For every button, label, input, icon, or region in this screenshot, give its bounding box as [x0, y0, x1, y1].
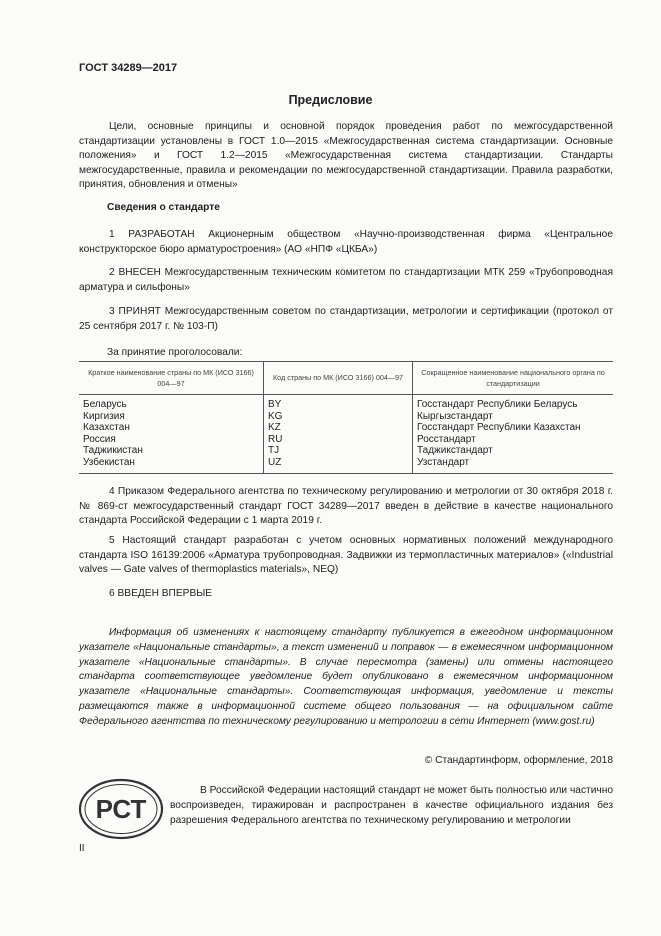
country-name: Таджикистан — [83, 445, 143, 457]
rst-certification-mark-icon — [78, 778, 164, 840]
country-code: TJ — [264, 445, 413, 457]
voting-table — [79, 361, 613, 474]
info-notice: Информация об изменениях к настоящему стандарту публикуется в ежегодном информационном указателе «Национальные стандарты», а текст изменений и поправок — в ежемесячном информационном указателе «Национальные стандарты». В случае пересмотра (замены) или отмены настоящего стандарта соответствующее уведомление будет опубликовано в ежемесячном информационном указателе «Национальные стандарты». Соответствующая информация, уведомление и тексты размещаются также в информационной системе общего пользования — на официальном сайте Федерального агентства по техническому регулированию и метрологии в сети Интернет (www.gost.ru) — [79, 627, 613, 727]
reproduction-notice: В Российской Федерации настоящий стандарт не может быть полностью или частично воспроизведен, тиражирован и распространен в качестве официального издания без разрешения Федерального агентства по техническому регулированию и метрологии — [170, 785, 613, 826]
country-code: UZ — [264, 457, 413, 473]
table-row — [79, 411, 613, 423]
country-name: Узбекистан — [79, 457, 264, 473]
header-country-name: Краткое наименование страны по МК (ИСО 3166) 004—97 — [79, 362, 264, 395]
item-6: 6 ВВЕДЕН ВПЕРВЫЕ — [109, 588, 213, 599]
table-row — [79, 445, 613, 457]
standards-body: Росстандарт — [413, 434, 614, 446]
standards-body: Узстандарт — [413, 457, 614, 473]
header-country-code: Код страны по МК (ИСО 3166) 004—97 — [264, 362, 413, 395]
standards-body: Кыргызстандарт — [413, 411, 614, 423]
country-code: BY — [264, 395, 413, 411]
country-name: Россия — [83, 433, 116, 445]
standards-body: Таджикстандарт — [413, 445, 614, 457]
table-caption: За принятие проголосовали: — [107, 347, 243, 358]
item-1: 1 РАЗРАБОТАН Акционерным обществом «Научно-производственная фирма «Центральное конструкторское бюро арматуростроения» (АО «НПФ «ЦКБА») — [79, 229, 613, 255]
table-row — [79, 457, 613, 473]
table-row — [79, 395, 613, 411]
country-name: Казахстан — [83, 422, 130, 434]
standards-body: Госстандарт Республики Беларусь — [413, 395, 614, 411]
table-header-row — [79, 362, 613, 395]
item-5: 5 Настоящий стандарт разработан с учетом основных нормативных положений международного стандарта ISO 16139:2006 «Арматура трубопроводная. Задвижки из термопластичных материалов» («Industrial valves — Gate valves of thermoplastics materials», NEQ) — [79, 535, 613, 576]
country-code: KZ — [264, 422, 413, 434]
country-code: RU — [264, 434, 413, 446]
item-4: 4 Приказом Федерального агентства по техническому регулированию и метрологии от 30 октября 2018 г. № 869-ст межгосударственный стандарт ГОСТ 34289—2017 введен в действие в качестве национального стандарта Российской Федерации с 1 марта 2019 г. — [79, 486, 613, 527]
standards-body: Госстандарт Республики Казахстан — [413, 422, 614, 434]
table-row — [79, 422, 613, 434]
copyright: © Стандартинформ, оформление, 2018 — [424, 755, 613, 766]
table-row — [79, 434, 613, 446]
logo-lettering: РСТ — [95, 794, 147, 824]
page-title: Предисловие — [288, 93, 373, 107]
standard-code: ГОСТ 34289—2017 — [79, 62, 178, 74]
country-name: Киргизия — [83, 410, 125, 422]
header-standards-body: Сокращенное наименование национального органа по стандартизации — [413, 362, 614, 395]
country-code: KG — [264, 411, 413, 423]
country-name: Беларусь — [83, 399, 127, 410]
item-2: 2 ВНЕСЕН Межгосударственным техническим комитетом по стандартизации МТК 259 «Трубопроводная арматура и сильфоны» — [79, 267, 613, 293]
item-3: 3 ПРИНЯТ Межгосударственным советом по стандартизации, метрологии и сертификации (протокол от 25 сентября 2017 г. № 103-П) — [79, 306, 613, 332]
intro-paragraph: Цели, основные принципы и основной порядок проведения работ по межгосударственной стандартизации установлены в ГОСТ 1.0—2015 «Межгосударственная система стандартизации. Основные положения» и ГОСТ 1.2—2015 «Межгосударственная система стандартизации. Стандарты межгосударственные, правила и рекомендации по межгосударственной стандартизации. Правила разработки, принятия, обновления и отмены» — [79, 121, 613, 191]
page-number: II — [79, 843, 85, 854]
section-heading: Сведения о стандарте — [107, 202, 220, 213]
